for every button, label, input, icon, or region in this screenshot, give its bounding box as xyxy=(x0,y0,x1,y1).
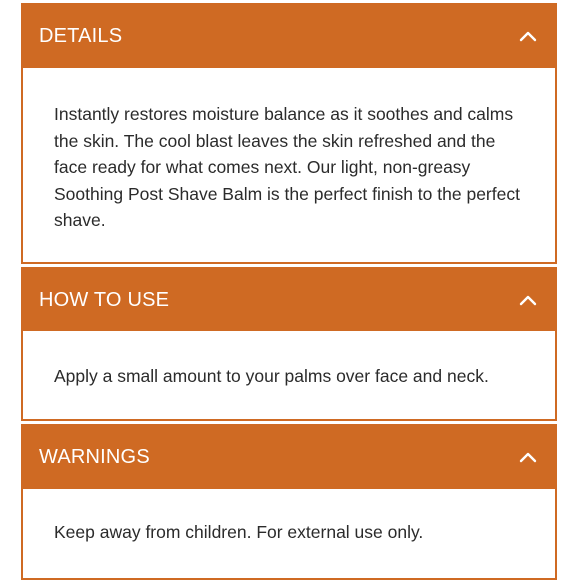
chevron-up-icon[interactable] xyxy=(518,293,538,307)
section-body: Keep away from children. For external use only. xyxy=(54,522,424,542)
accordion-how-to-use xyxy=(21,267,557,421)
accordion-header-details[interactable] xyxy=(23,5,555,68)
accordion-header-how-to-use[interactable] xyxy=(23,269,555,331)
section-title: DETAILS xyxy=(39,25,123,47)
section-title: HOW TO USE xyxy=(39,288,170,311)
section-body: Apply a small amount to your palms over face and neck. xyxy=(54,366,489,386)
section-body: Instantly restores moisture balance as it soothes and calms the skin. The cool blast leaves the skin refreshed and the face ready for what comes next. Our light, non-greasy Soothing Post Shave Balm is the perfect finish to the perfect shave. xyxy=(54,104,520,230)
chevron-up-icon[interactable] xyxy=(518,30,538,44)
chevron-up-icon[interactable] xyxy=(518,451,538,465)
accordion-header-warnings[interactable] xyxy=(23,426,555,489)
section-title: WARNINGS xyxy=(39,446,150,468)
accordion-warnings xyxy=(21,424,557,580)
accordion-details xyxy=(21,3,557,264)
